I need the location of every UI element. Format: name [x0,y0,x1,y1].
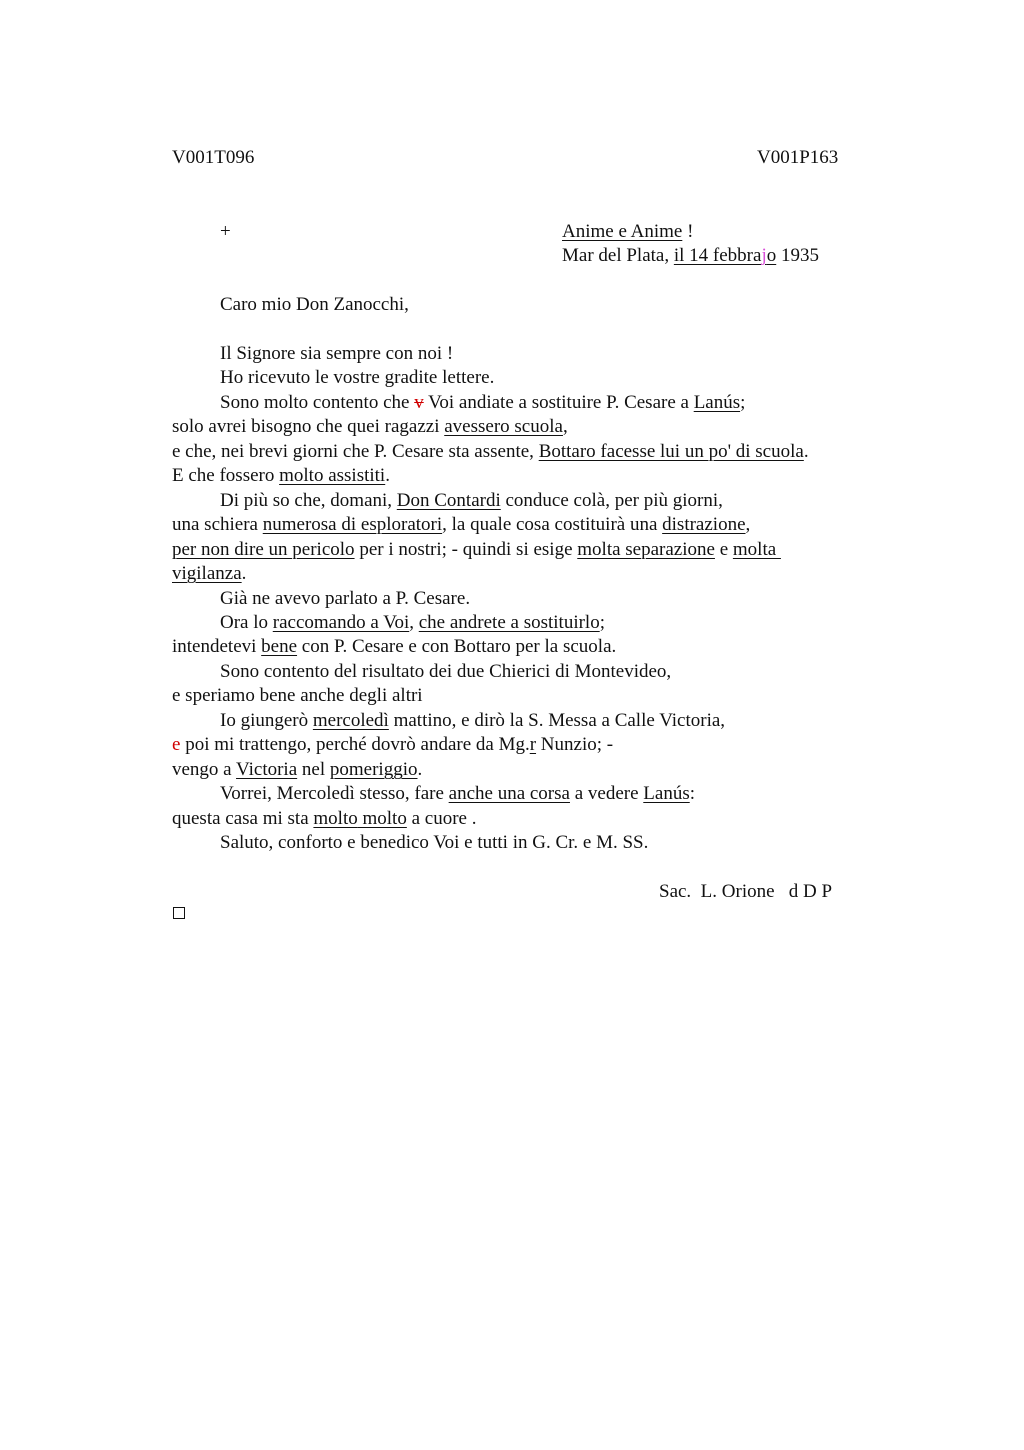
body-line [172,635,616,659]
underlined-text: numerosa di esploratori [262,514,443,535]
body-line [220,391,745,415]
underlined-text: molta separazione [577,539,715,560]
text: vengo a [172,759,237,780]
text: e [714,539,733,560]
underlined-text: molto [313,808,358,829]
struck-text: v [414,392,424,413]
text: poi mi trattengo, perché dovrò andare da Mg. [180,734,530,755]
body-line [220,709,725,733]
body-line [220,489,723,513]
body-line: e speriamo bene anche degli altri [172,685,423,706]
underlined-text: distrazione [662,514,746,535]
text: E che fossero [172,465,280,486]
text: , [409,612,419,633]
empty-box-icon [173,907,185,919]
body-line [220,611,605,635]
text: ; [599,612,605,633]
text: , la quale cosa costituirà una [442,514,663,535]
body-line: Già ne avevo parlato a P. Cesare. [220,588,471,609]
dateline-date [674,245,776,266]
body-line [172,415,568,439]
underlined-text: Bottaro facesse lui un po' di scuola [538,441,804,462]
text: solo avrei bisogno che quei ragazzi [172,416,445,437]
text: . [803,441,809,462]
salutation: Caro mio Don Zanocchi, [220,294,409,315]
text: a vedere [569,783,644,804]
document-code-left: V001T096 [172,147,255,168]
body-line: Saluto, conforto e benedico Voi e tutti in G. Cr. e M. SS. [220,832,649,853]
body-line: Sono contento del risultato dei due Chierici di Montevideo, [220,661,672,682]
text: ; [740,392,746,413]
underlined-text: pomeriggio [329,759,418,780]
underlined-text: Don Contardi [396,490,501,511]
text: conduce colà, per più giorni, [500,490,723,511]
text: a cuore . [406,808,477,829]
underlined-text: Lanús [693,392,741,413]
text: Io giungerò [220,710,313,731]
motto-punct: ! [682,221,694,242]
text: intendetevi [172,636,262,657]
signature: Sac. L. Orione d D P [659,881,833,902]
date-part: il 14 febbra [673,245,762,266]
dateline [562,244,819,268]
body-line [172,538,781,562]
underlined-text: Victoria [236,759,298,780]
underlined-text: vigilanza [172,563,242,584]
dateline-place: Mar del Plata, [562,245,674,266]
underlined-text: che andrete a sostituirlo [418,612,600,633]
underlined-text: molto assistiti [279,465,386,486]
underlined-text: molta [732,539,781,560]
underlined-text: r [529,734,537,755]
text: questa casa mi sta [172,808,314,829]
body-line [220,782,695,806]
underlined-text: per non dire un pericolo [172,539,355,560]
text: : [689,783,695,804]
date-part: o [766,245,777,266]
text: . [241,563,247,584]
text: nel [297,759,330,780]
text: mattino, e dirò la S. Messa a Calle Victoria, [388,710,726,731]
dateline-year: 1935 [776,245,819,266]
underlined-text: mercoledì [312,710,389,731]
body-line [172,733,613,757]
text: con P. Cesare e con Bottaro per la scuola. [297,636,617,657]
underlined-text: molto [362,808,407,829]
underlined-text: bene [261,636,298,657]
body-line [172,464,390,488]
text: Ora lo [220,612,273,633]
text: e che, nei brevi giorni che P. Cesare sta assente, [172,441,539,462]
body-line: Ho ricevuto le vostre gradite lettere. [220,367,495,388]
text: Vorrei, Mercoledì stesso, fare [220,783,449,804]
body-line [172,562,246,586]
underlined-text: Lanús [643,783,690,804]
underlined-text: avessero scuola [444,416,563,437]
body-line: Il Signore sia sempre con noi ! [220,343,454,364]
underlined-text: raccomando a Voi [272,612,410,633]
cross-symbol: + [220,221,231,242]
text: , [745,514,751,535]
text: . [385,465,390,486]
body-line [172,440,809,464]
text: . [417,759,423,780]
text: , [562,416,568,437]
body-line [172,807,476,831]
body-line [172,513,750,537]
text: Voi andiate a sostituire P. Cesare a [423,392,694,413]
inserted-text: e [172,734,181,755]
text: una schiera [172,514,263,535]
text: Nunzio; - [536,734,614,755]
text: Sono molto contento che [220,392,415,413]
text: Di più so che, domani, [220,490,397,511]
motto-text: Anime e Anime [562,221,683,242]
date-correction: j [761,245,767,266]
document-code-right: V001P163 [757,147,839,168]
text: per i nostri; - quindi si esige [354,539,578,560]
underlined-text: anche una corsa [448,783,570,804]
body-line [172,758,422,782]
motto [562,220,693,244]
